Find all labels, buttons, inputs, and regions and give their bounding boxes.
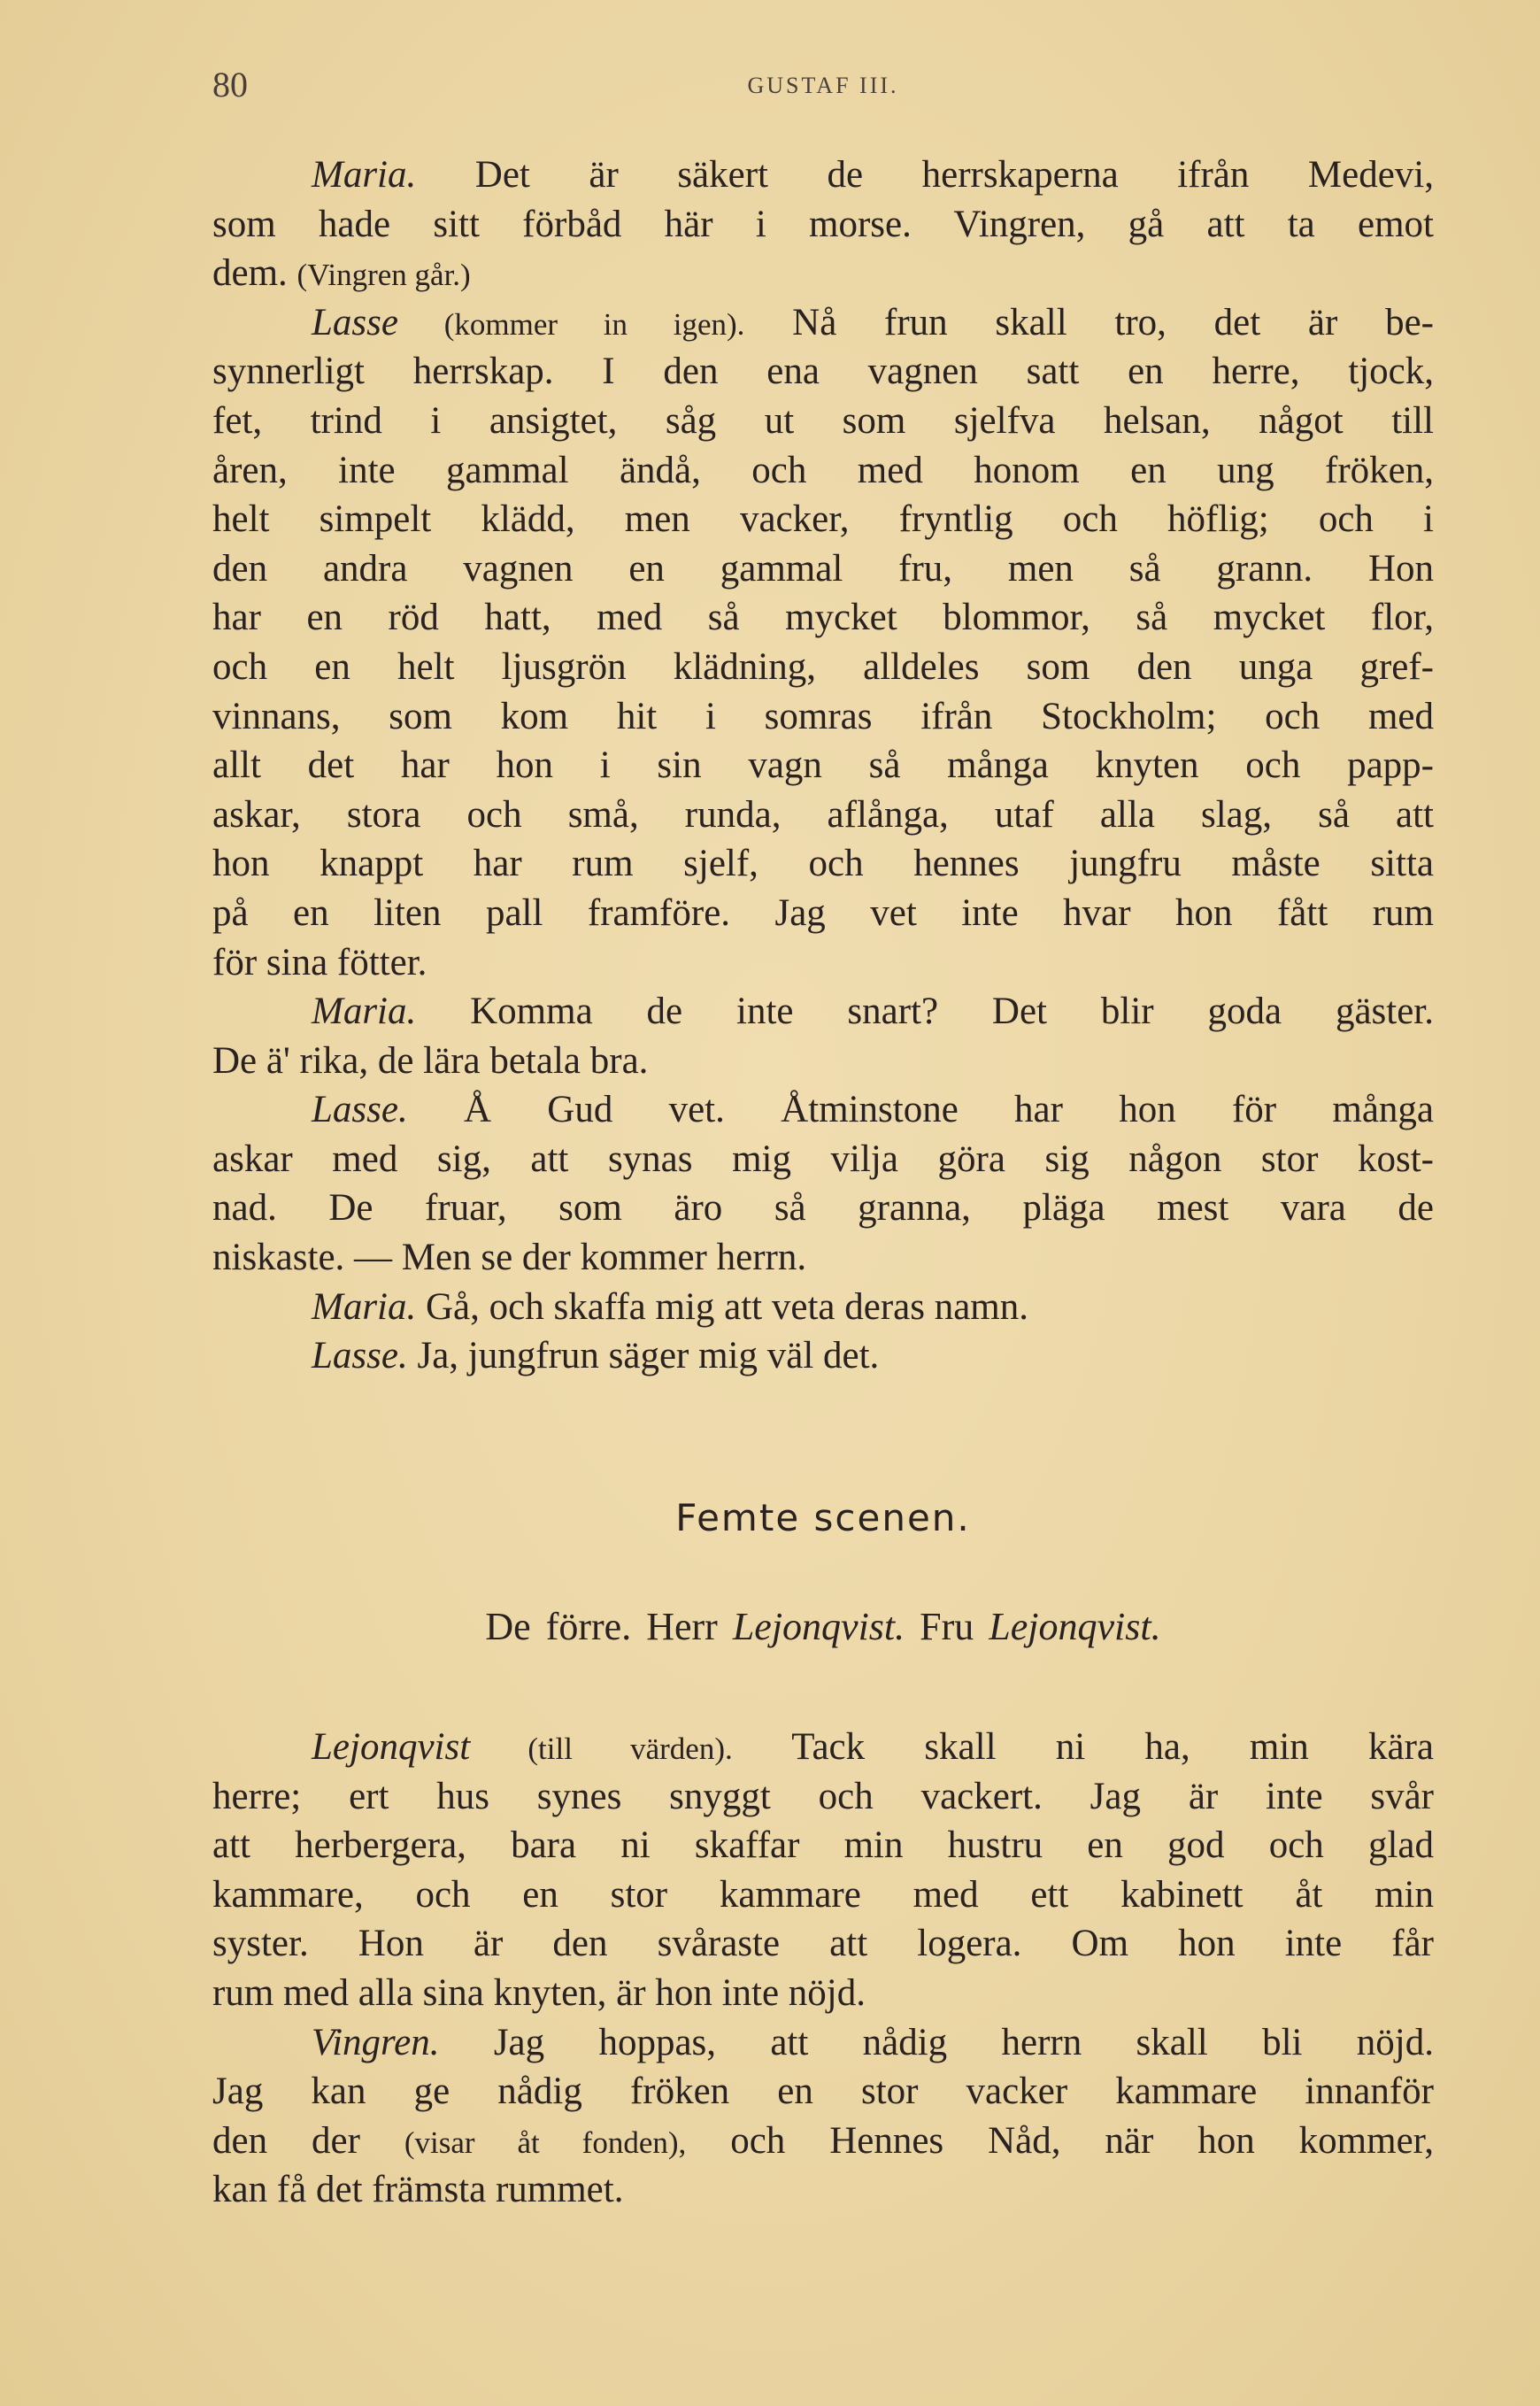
line-text: syster. Hon är den svåraste att logera. Om hon inte får (212, 1923, 1434, 1965)
text-line (212, 1283, 1434, 1332)
text-line (212, 593, 1434, 643)
line-text: synnerligt herrskap. I den ena vagnen satt en herre, tjock, (212, 351, 1434, 393)
line-text: askar med sig, att synas mig vilja göra sig någon stor kost- (212, 1137, 1434, 1180)
text-line (212, 790, 1434, 840)
scene-heading: Femte scenen. (675, 1496, 971, 1539)
line-text: helt simpelt klädd, men vacker, fryntlig och höflig; och i (212, 498, 1434, 541)
text-line (212, 839, 1434, 889)
speaker-name: Maria. (312, 1285, 417, 1328)
text-line (212, 495, 1434, 544)
line-text: herre; ert hus synes snyggt och vackert. Jag är inte svår (212, 1775, 1434, 1817)
line-text: Nå frun skall tro, det är be- (744, 301, 1434, 343)
text-line (212, 298, 1434, 348)
text-line (212, 1184, 1434, 1233)
stage-direction: (till värden). (470, 1731, 733, 1766)
speaker-name: Maria. (312, 991, 417, 1033)
cast-name-herr: Lejonqvist. (732, 1605, 905, 1648)
text-line (212, 1723, 1434, 1772)
text-line (212, 1331, 1434, 1381)
line-text: allt det har hon i sin vagn så många knyten och papp- (212, 744, 1434, 787)
text-line (212, 1969, 1434, 2018)
text-line (212, 987, 1434, 1037)
speaker-name: Lasse. (312, 1089, 408, 1131)
line-text: askar, stora och små, runda, aflånga, utaf alla slag, så att (212, 793, 1434, 836)
line-text: Det är säkert de herrskaperna ifrån Medevi, (416, 154, 1434, 196)
line-text: för sina fötter. (212, 941, 427, 983)
line-text: Gå, och skaffa mig att veta deras namn. (416, 1285, 1028, 1328)
line-text: vinnans, som kom hit i somras ifrån Stockholm; och med (212, 695, 1434, 737)
text-line (212, 1919, 1434, 1969)
speaker-name: Lasse (312, 301, 398, 343)
line-text: åren, inte gammal ändå, och med honom en ung fröken, (212, 449, 1434, 491)
line-text: och en helt ljusgrön klädning, alldeles som den unga gref- (212, 645, 1434, 688)
text-line (212, 1233, 1434, 1283)
text-line (212, 1135, 1434, 1184)
text-line (212, 2067, 1434, 2117)
text-line (212, 1870, 1434, 1920)
line-text: har en röd hatt, med så mycket blommor, så mycket flor, (212, 597, 1434, 639)
text-line (212, 347, 1434, 397)
dialogue-block-2 (212, 1723, 1434, 2215)
text-line (212, 889, 1434, 938)
speaker-name: Lejonqvist (312, 1726, 471, 1768)
text-line (212, 397, 1434, 446)
stage-direction: (visar åt fonden), (404, 2125, 687, 2160)
speaker-name: Lasse. (312, 1335, 408, 1377)
line-text: niskaste. — Men se der kommer herrn. (212, 1237, 807, 1279)
line-text: De ä' rika, de lära betala bra. (212, 1039, 649, 1082)
text-line (212, 544, 1434, 594)
line-text: Komma de inte snart? Det blir goda gäster. (416, 991, 1434, 1033)
dialogue-block-1 (212, 150, 1434, 1381)
cast-name-fru: Lejonqvist. (989, 1605, 1161, 1648)
line-text: att herbergera, bara ni skaffar min hustru en god och glad (212, 1824, 1434, 1867)
line-text: rum med alla sina knyten, är hon inte nöjd. (212, 1971, 866, 2014)
text-line (212, 446, 1434, 496)
text-line (212, 692, 1434, 742)
speaker-name: Maria. (312, 154, 417, 196)
text-line (212, 249, 1434, 298)
text-line (212, 2165, 1434, 2215)
line-text: på en liten pall framföre. Jag vet inte hvar hon fått rum (212, 891, 1434, 934)
text-line (212, 938, 1434, 988)
line-text: Jag hoppas, att nådig herrn skall bli nöjd. (439, 2021, 1434, 2063)
line-text: Å Gud vet. Åtminstone har hon för många (407, 1089, 1434, 1131)
cast-mid: Fru (905, 1605, 989, 1648)
text-line (212, 1037, 1434, 1086)
text-line (212, 741, 1434, 790)
line-text: den der (212, 2119, 404, 2162)
cast-prefix: De förre. Herr (485, 1605, 733, 1648)
line-text: den andra vagnen en gammal fru, men så grann. Hon (212, 547, 1434, 590)
speaker-name: Vingren. (312, 2021, 440, 2063)
line-text: hon knappt har rum sjelf, och hennes jungfru måste sitta (212, 843, 1434, 885)
line-text: fet, trind i ansigtet, såg ut som sjelfva helsan, något till (212, 399, 1434, 442)
page-header (212, 64, 1434, 108)
text-line (212, 643, 1434, 692)
line-text: Jag kan ge nådig fröken en stor vacker kammare innanför (212, 2071, 1434, 2113)
text-line (212, 200, 1434, 250)
line-text: och Hennes Nåd, när hon kommer, (686, 2119, 1434, 2162)
line-text: Tack skall ni ha, min kära (732, 1726, 1434, 1768)
line-text: kan få det främsta rummet. (212, 2169, 624, 2211)
line-text: Ja, jungfrun säger mig väl det. (407, 1335, 880, 1377)
line-text: dem. (212, 252, 297, 295)
line-text: nad. De fruar, som äro så granna, pläga mest vara de (212, 1187, 1434, 1230)
text-line (212, 1772, 1434, 1822)
text-line (212, 150, 1434, 200)
text-line (212, 2117, 1434, 2166)
stage-direction: (kommer in igen). (397, 306, 745, 342)
text-line (212, 1085, 1434, 1135)
running-head: GUSTAF III. (747, 73, 899, 98)
line-text: som hade sitt förbåd här i morse. Vingren, gå att ta emot (212, 203, 1434, 245)
text-line (212, 2018, 1434, 2068)
text-line (212, 1821, 1434, 1870)
scene-cast (212, 1604, 1434, 1649)
page-number: 80 (212, 65, 248, 104)
line-text: kammare, och en stor kammare med ett kabinett åt min (212, 1873, 1434, 1916)
stage-direction: (Vingren går.) (296, 258, 471, 293)
